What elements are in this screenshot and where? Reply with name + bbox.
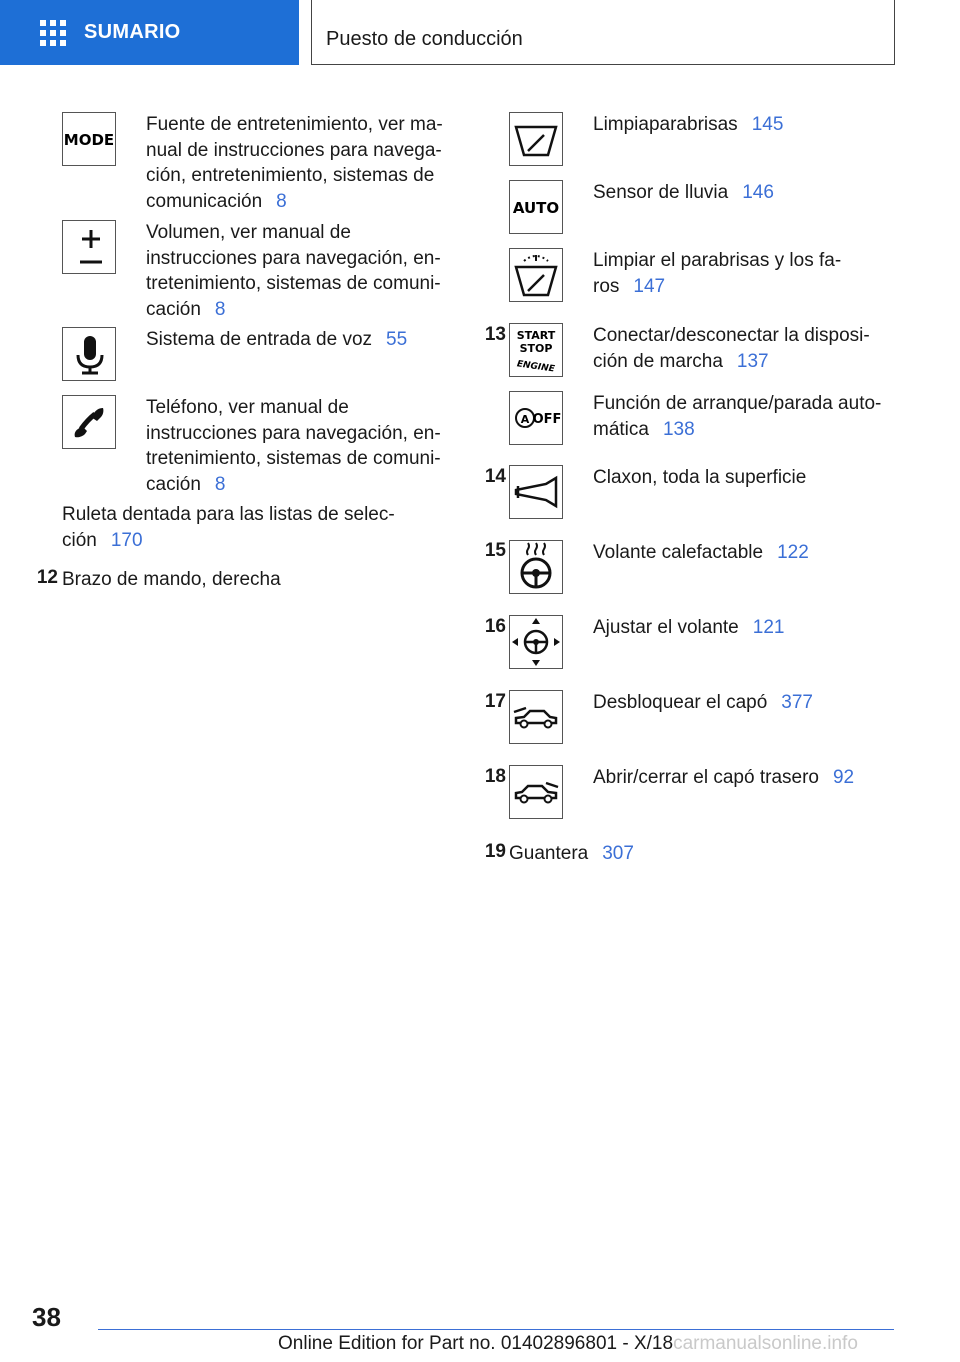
page-link[interactable]: 138 xyxy=(662,418,695,440)
telephone-handset-icon xyxy=(62,395,116,449)
item-number: 15 xyxy=(484,540,506,561)
item-number: 17 xyxy=(484,691,506,712)
svg-text:ENGINE: ENGINE xyxy=(516,359,556,375)
page-link[interactable]: 8 xyxy=(214,473,226,495)
page-link[interactable]: 145 xyxy=(751,114,784,135)
tailgate-icon xyxy=(509,765,563,819)
page-number: 38 xyxy=(32,1302,61,1332)
page-link[interactable]: 307 xyxy=(602,843,634,864)
wiper-icon xyxy=(509,112,563,166)
page-link[interactable]: 121 xyxy=(752,617,785,638)
item-number: 12 xyxy=(36,567,58,588)
page-link[interactable]: 8 xyxy=(276,190,287,212)
steering-wheel-adjust-icon xyxy=(509,615,563,669)
thumbwheel-text: Ruleta dentada para las listas de selec- ción 170 xyxy=(62,504,395,551)
glovebox-text: Guantera 307 xyxy=(509,843,634,864)
wiper-text: Limpiaparabrisas 145 xyxy=(593,114,784,135)
tailgate-text: Abrir/cerrar el capó trasero 92 xyxy=(593,767,855,788)
phone-text: Teléfono, ver manual de instrucciones para navegación, en- tretenimiento, sistemas de comuni- cación 8 xyxy=(146,397,441,495)
mode-text: Fuente de entretenimiento, ver ma- nual de instrucciones para navega- ción, entretenimiento, sistemas de comunicación 8 xyxy=(146,114,443,212)
toc-label: SUMARIO xyxy=(84,21,181,43)
item-number: 19 xyxy=(484,841,506,862)
volume-plus-minus-icon xyxy=(62,220,116,274)
item-12-text: Brazo de mando, derecha xyxy=(62,569,281,590)
horn-text: Claxon, toda la superficie xyxy=(593,467,807,488)
watermark: carmanualsonline.info xyxy=(673,1333,858,1354)
svg-text:AUTO: AUTO xyxy=(512,199,560,217)
washer-text: Limpiar el parabrisas y los fa- ros 147 xyxy=(593,250,842,297)
voice-text: Sistema de entrada de voz 55 xyxy=(146,329,408,350)
chapter-title: Puesto de conducción xyxy=(311,0,895,65)
auto-start-stop-text: Función de arranque/parada auto- mática 138 xyxy=(593,393,882,440)
volume-text: Volumen, ver manual de instrucciones para navegación, en- tretenimiento, sistemas de comuni- cación 8 xyxy=(146,222,441,320)
heated-steering-wheel-icon xyxy=(509,540,563,594)
page-link[interactable]: 147 xyxy=(633,275,666,297)
item-number: 13 xyxy=(484,324,506,345)
mode-icon xyxy=(62,112,116,166)
voice-microphone-icon xyxy=(62,327,116,381)
adjust-wheel-text: Ajustar el volante 121 xyxy=(593,617,785,638)
horn-icon xyxy=(509,465,563,519)
toc-button[interactable] xyxy=(0,0,299,65)
washer-icon xyxy=(509,248,563,302)
page-link[interactable]: 8 xyxy=(214,298,226,320)
item-number: 16 xyxy=(484,616,506,637)
start-stop-engine-icon xyxy=(509,323,563,377)
heated-wheel-text: Volante calefactable 122 xyxy=(593,542,809,563)
page-link[interactable]: 377 xyxy=(781,692,813,713)
footer-edition: Online Edition for Part no. 01402896801 - X/18carmanualsonline.info xyxy=(278,1333,858,1354)
auto-start-stop-off-icon xyxy=(509,391,563,445)
rain-sensor-text: Sensor de lluvia 146 xyxy=(593,182,774,203)
page-link[interactable]: 122 xyxy=(777,542,809,563)
page-link[interactable]: 170 xyxy=(110,529,143,551)
svg-text:START: START xyxy=(516,329,556,342)
page-link[interactable]: 55 xyxy=(386,329,408,350)
page-link[interactable]: 92 xyxy=(832,767,855,788)
page-link[interactable]: 137 xyxy=(736,350,769,372)
svg-text:OFF: OFF xyxy=(532,412,562,427)
page-link[interactable]: 146 xyxy=(742,182,774,203)
grid-menu-icon xyxy=(40,20,66,46)
rain-sensor-auto-icon xyxy=(509,180,563,234)
hood-text: Desbloquear el capó 377 xyxy=(593,692,813,713)
footer-divider xyxy=(98,1329,894,1330)
start-stop-text: Conectar/desconectar la disposi- ción de marcha 137 xyxy=(593,325,870,372)
item-number: 18 xyxy=(484,766,506,787)
hood-release-icon xyxy=(509,690,563,744)
svg-text:A: A xyxy=(520,413,530,426)
item-number: 14 xyxy=(484,466,506,487)
svg-text:MODE: MODE xyxy=(63,131,115,149)
svg-text:STOP: STOP xyxy=(519,342,553,355)
